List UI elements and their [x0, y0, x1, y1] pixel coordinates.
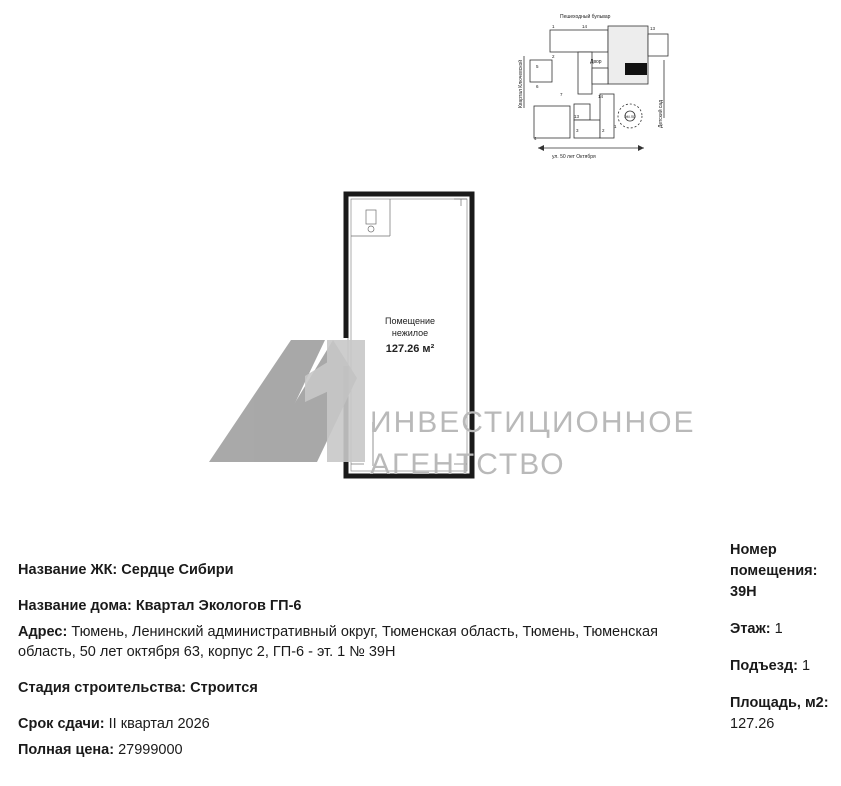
detail-deadline: [18, 714, 698, 734]
deadline-label: Срок сдачи:: [18, 716, 105, 732]
entrance-label: Подъезд:: [730, 658, 798, 674]
room-title: Помещение: [385, 316, 435, 326]
room-area: 127.26 м²: [385, 343, 435, 355]
site-block-13b: 13: [574, 114, 580, 119]
detail-complex: [18, 560, 698, 580]
price-value: 27999000: [118, 742, 183, 758]
complex-value: Сердце Сибири: [121, 562, 234, 578]
floor-value: 1: [774, 621, 783, 637]
watermark-line-1: ИНВЕСТИЦИОННОЕ: [370, 406, 696, 439]
complex-label: Название ЖК:: [18, 562, 118, 578]
siteplan-top-street: Пешеходный бульвар: [560, 14, 611, 20]
room-subtitle: нежилое: [391, 328, 429, 338]
summary-floor: [730, 619, 835, 640]
site-block-1b: 1: [614, 124, 617, 129]
number-value: 39Н: [730, 584, 757, 600]
siteplan-bottom-street: ул. 50 лет Октября: [552, 154, 596, 160]
site-block-3b: 3: [576, 128, 579, 133]
siteplan-right-street: Детский сад: [658, 99, 664, 128]
unit-summary: [730, 540, 835, 751]
floor-plan-room-label: [345, 315, 475, 355]
siteplan-yard-label: Двор: [590, 59, 602, 65]
site-block-4: 4: [534, 136, 537, 141]
address-label: Адрес:: [18, 624, 68, 640]
site-block-13: 13: [650, 26, 656, 31]
floor-label: Этаж:: [730, 621, 771, 637]
house-label: Название дома:: [18, 598, 132, 614]
siteplan-roundabout-label: ЭМ ЛО: [624, 115, 636, 119]
address-value: Тюмень, Ленинский административный округ, Тюменская область, Тюмень, Тюменская область, 50 лет октября 63, корпус 2, ГП-6 - эт. 1 № 39Н: [18, 624, 658, 660]
detail-house: [18, 596, 698, 616]
price-label: Полная цена:: [18, 742, 115, 758]
site-block-1: 1: [552, 24, 555, 29]
siteplan-left-street: Квартал Ключевской: [518, 59, 524, 108]
detail-stage: [18, 678, 698, 698]
number-label: Номер помещения:: [730, 542, 818, 579]
area-value: 127.26: [730, 716, 775, 732]
entrance-value: 1: [802, 658, 811, 674]
stage-label: Стадия строительства:: [18, 680, 187, 696]
detail-address: [18, 622, 698, 662]
site-block-2: 2: [552, 54, 555, 59]
summary-area: [730, 693, 835, 735]
site-block-7: 7: [560, 92, 563, 97]
stage-value: Строится: [190, 680, 258, 696]
site-block-14: 14: [582, 24, 588, 29]
site-block-14b: 14: [598, 94, 604, 99]
site-block-2b: 2: [602, 128, 605, 133]
watermark-line-2: АГЕНТСТВО: [370, 448, 566, 481]
property-details: [18, 560, 698, 776]
site-block-6: 6: [536, 84, 539, 89]
summary-number: [730, 540, 835, 603]
house-value: Квартал Экологов ГП-6: [135, 598, 302, 614]
area-label: Площадь, м2:: [730, 695, 829, 711]
summary-entrance: [730, 656, 835, 677]
site-plan: [512, 8, 712, 173]
detail-price: [18, 740, 698, 760]
deadline-value: II квартал 2026: [108, 716, 210, 732]
site-block-5: 5: [536, 64, 539, 69]
